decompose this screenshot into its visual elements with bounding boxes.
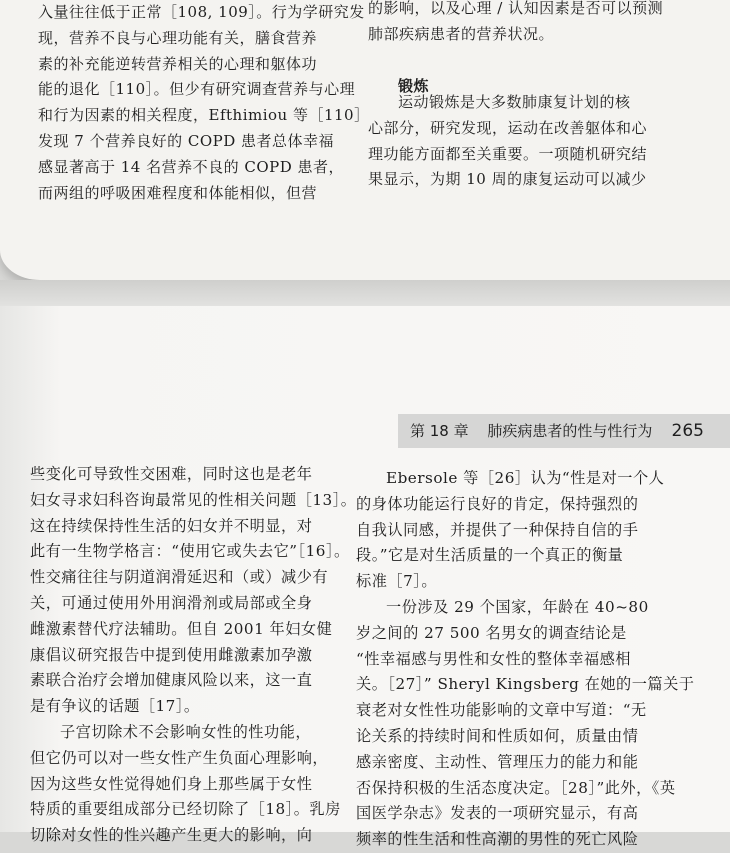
text-line: 康倡议研究报告中提到使用雌激素加孕激 xyxy=(30,645,313,664)
page-gap xyxy=(0,280,730,306)
top-right-body xyxy=(368,90,647,193)
text-line: 自我认同感，并提供了一种保持自信的手 xyxy=(356,520,639,539)
text-line: 现，营养不良与心理功能有关，膳食营养 xyxy=(38,28,318,47)
text-line: 发现 7 个营养良好的 COPD 患者总体幸福 xyxy=(38,131,335,150)
text-line: 而两组的呼吸困难程度和体能相似，但营 xyxy=(38,183,318,202)
text-line: 这在持续保持性生活的妇女并不明显，对 xyxy=(30,516,313,535)
text-line: 是有争议的话题［17］。 xyxy=(30,697,200,716)
text-line: 感亲密度、主动性、管理压力的能力和能 xyxy=(356,752,639,771)
page-number: 265 xyxy=(671,421,704,441)
text-line: 的影响，以及心理 / 认知因素是否可以预测 xyxy=(368,0,664,17)
text-line: 子宫切除术不会影响女性的性功能， xyxy=(60,722,311,741)
top-page xyxy=(0,0,730,280)
text-line: 但它仍可以对一些女性产生负面心理影响， xyxy=(30,748,329,767)
bottom-right-column xyxy=(356,466,695,853)
text-line: 理功能方面都至关重要。一项随机研究结 xyxy=(368,144,648,163)
bottom-page xyxy=(0,306,730,849)
text-line: 因为这些女性觉得她们身上那些属于女性 xyxy=(30,774,313,793)
text-line: 特质的重要组成部分已经切除了［18］。乳房 xyxy=(30,800,341,819)
text-line: 能的退化［110］。但少有研究调查营养与心理 xyxy=(38,80,356,99)
text-line: 的身体功能运行良好的肯定，保持强烈的 xyxy=(356,494,639,513)
text-line: 标准［7］。 xyxy=(356,572,438,591)
text-line: 入量往往低于正常［108, 109］。行为学研究发 xyxy=(38,3,365,21)
top-right-column xyxy=(368,0,663,48)
text-line: 运动锻炼是大多数肺康复计划的核 xyxy=(398,93,631,111)
text-line: 和行为因素的相关程度，Efthimiou 等［110］ xyxy=(38,106,370,125)
text-line: 岁之间的 27 500 名男女的调查结论是 xyxy=(356,623,627,642)
text-line: 否保持积极的生活态度决定。［28］”此外，《英 xyxy=(356,778,676,797)
text-line: 果显示，为期 10 周的康复运动可以减少 xyxy=(368,170,647,189)
text-line: 感显著高于 14 名营养不良的 COPD 患者， xyxy=(38,157,345,176)
text-line: 论关系的持续时间和性质如何，质量由情 xyxy=(356,726,639,745)
running-header xyxy=(398,414,730,448)
text-line: 素联合治疗会增加健康风险以来，这一直 xyxy=(30,671,313,690)
text-line: 频率的性生活和性高潮的男性的死亡风险 xyxy=(356,830,639,849)
text-line: 切除对女性的性兴趣产生更大的影响，向 xyxy=(30,826,313,845)
text-line: 关。［27］” Sheryl Kingsberg 在她的一篇关于 xyxy=(356,675,695,694)
text-line: 妇女寻求妇科咨询最常见的性相关问题［13］。 xyxy=(30,490,357,509)
top-left-column xyxy=(38,0,370,206)
text-line: “性幸福感与男性和女性的整体幸福感相 xyxy=(356,649,631,668)
text-line: 雌激素替代疗法辅助。但自 2001 年妇女健 xyxy=(30,619,333,638)
text-line: 心部分，研究发现，运动在改善躯体和心 xyxy=(368,118,648,137)
text-line: 一份涉及 29 个国家，年龄在 40~80 xyxy=(386,597,649,616)
text-line: 关，可通过使用外用润滑剂或局部或全身 xyxy=(30,593,313,612)
text-line: 性交痛往往与阴道润滑延迟和（或）减少有 xyxy=(30,568,329,587)
chapter-label: 第 18 章 xyxy=(410,422,469,440)
text-line: 些变化可导致性交困难，同时这也是老年 xyxy=(30,465,313,483)
text-line: 衰老对女性性功能影响的文章中写道：“无 xyxy=(356,701,647,720)
text-line: 素的补充能逆转营养相关的心理和躯体功 xyxy=(38,54,318,73)
text-line: 段。”它是对生活质量的一个真正的衡量 xyxy=(356,546,624,565)
text-line: 国医学杂志》发表的一项研究显示，有高 xyxy=(356,804,639,823)
text-line: 此有一生物学格言：“使用它或失去它”［16］。 xyxy=(30,542,350,561)
bottom-left-column xyxy=(30,462,356,849)
text-line: Ebersole 等［26］认为“性是对一个人 xyxy=(386,469,665,487)
section-heading: 锻炼 xyxy=(398,77,430,95)
text-line: 肺部疾病患者的营养状况。 xyxy=(368,24,555,43)
chapter-title: 肺疾病患者的性与性行为 xyxy=(487,422,653,440)
